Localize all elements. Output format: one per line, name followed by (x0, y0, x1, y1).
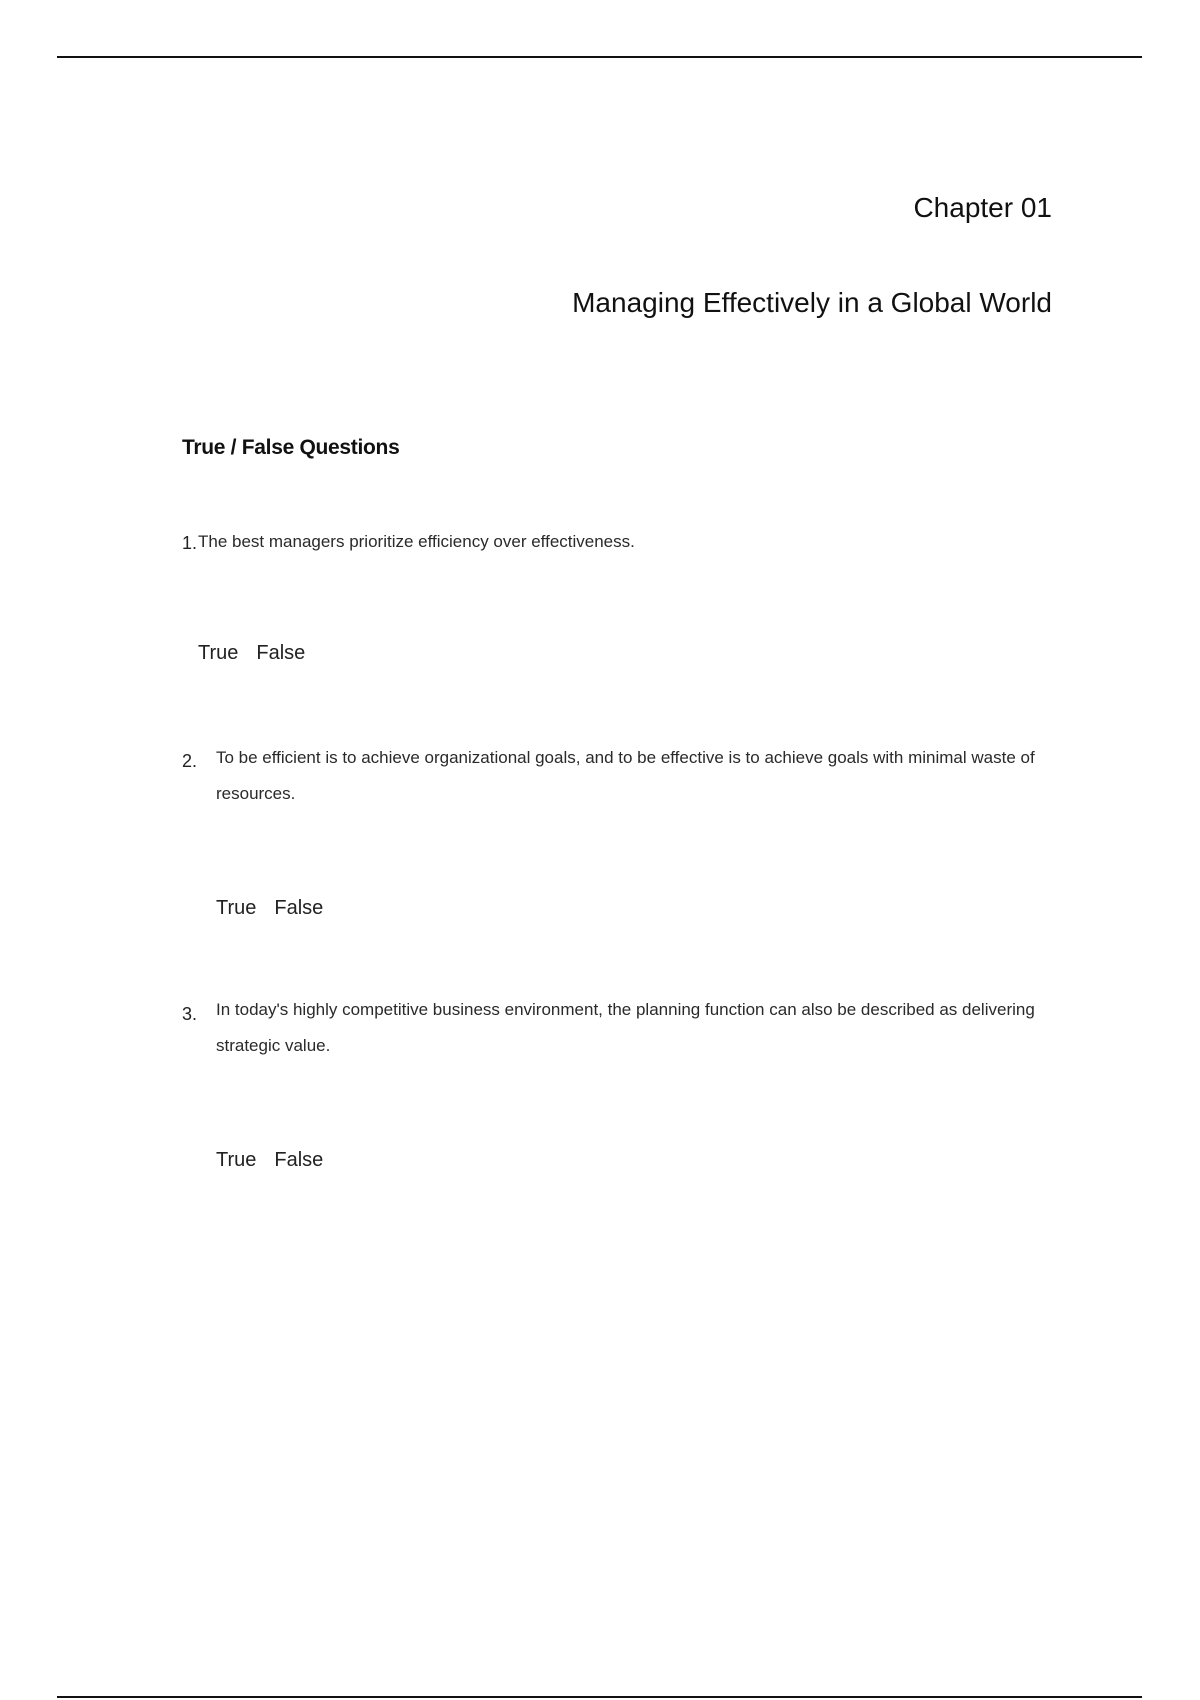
question-number: 3. (182, 1004, 198, 1024)
option-false[interactable]: False (274, 1149, 324, 1171)
option-false[interactable]: False (274, 897, 324, 919)
question-text: To be efficient is to achieve organizational goals, and to be effective is to achieve goals with minimal waste of resources. (216, 748, 1035, 803)
answer-options (216, 897, 323, 920)
section-heading: True / False Questions (182, 436, 400, 459)
option-true[interactable]: True (216, 1149, 257, 1171)
question-number: 2. (182, 751, 198, 771)
top-rule (57, 56, 1142, 58)
question-text: The best managers prioritize efficiency over effectiveness. (198, 532, 635, 551)
question-number: 1. (182, 533, 198, 553)
answer-options (198, 642, 305, 665)
chapter-label: Chapter 01 (913, 192, 1052, 223)
option-true[interactable]: True (198, 642, 239, 664)
chapter-title: Managing Effectively in a Global World (572, 287, 1052, 318)
option-true[interactable]: True (216, 897, 257, 919)
answer-options (216, 1149, 323, 1172)
bottom-rule (57, 1696, 1142, 1698)
question-text: In today's highly competitive business environment, the planning function can also be described as delivering strategic value. (216, 1000, 1035, 1055)
option-false[interactable]: False (256, 642, 306, 664)
